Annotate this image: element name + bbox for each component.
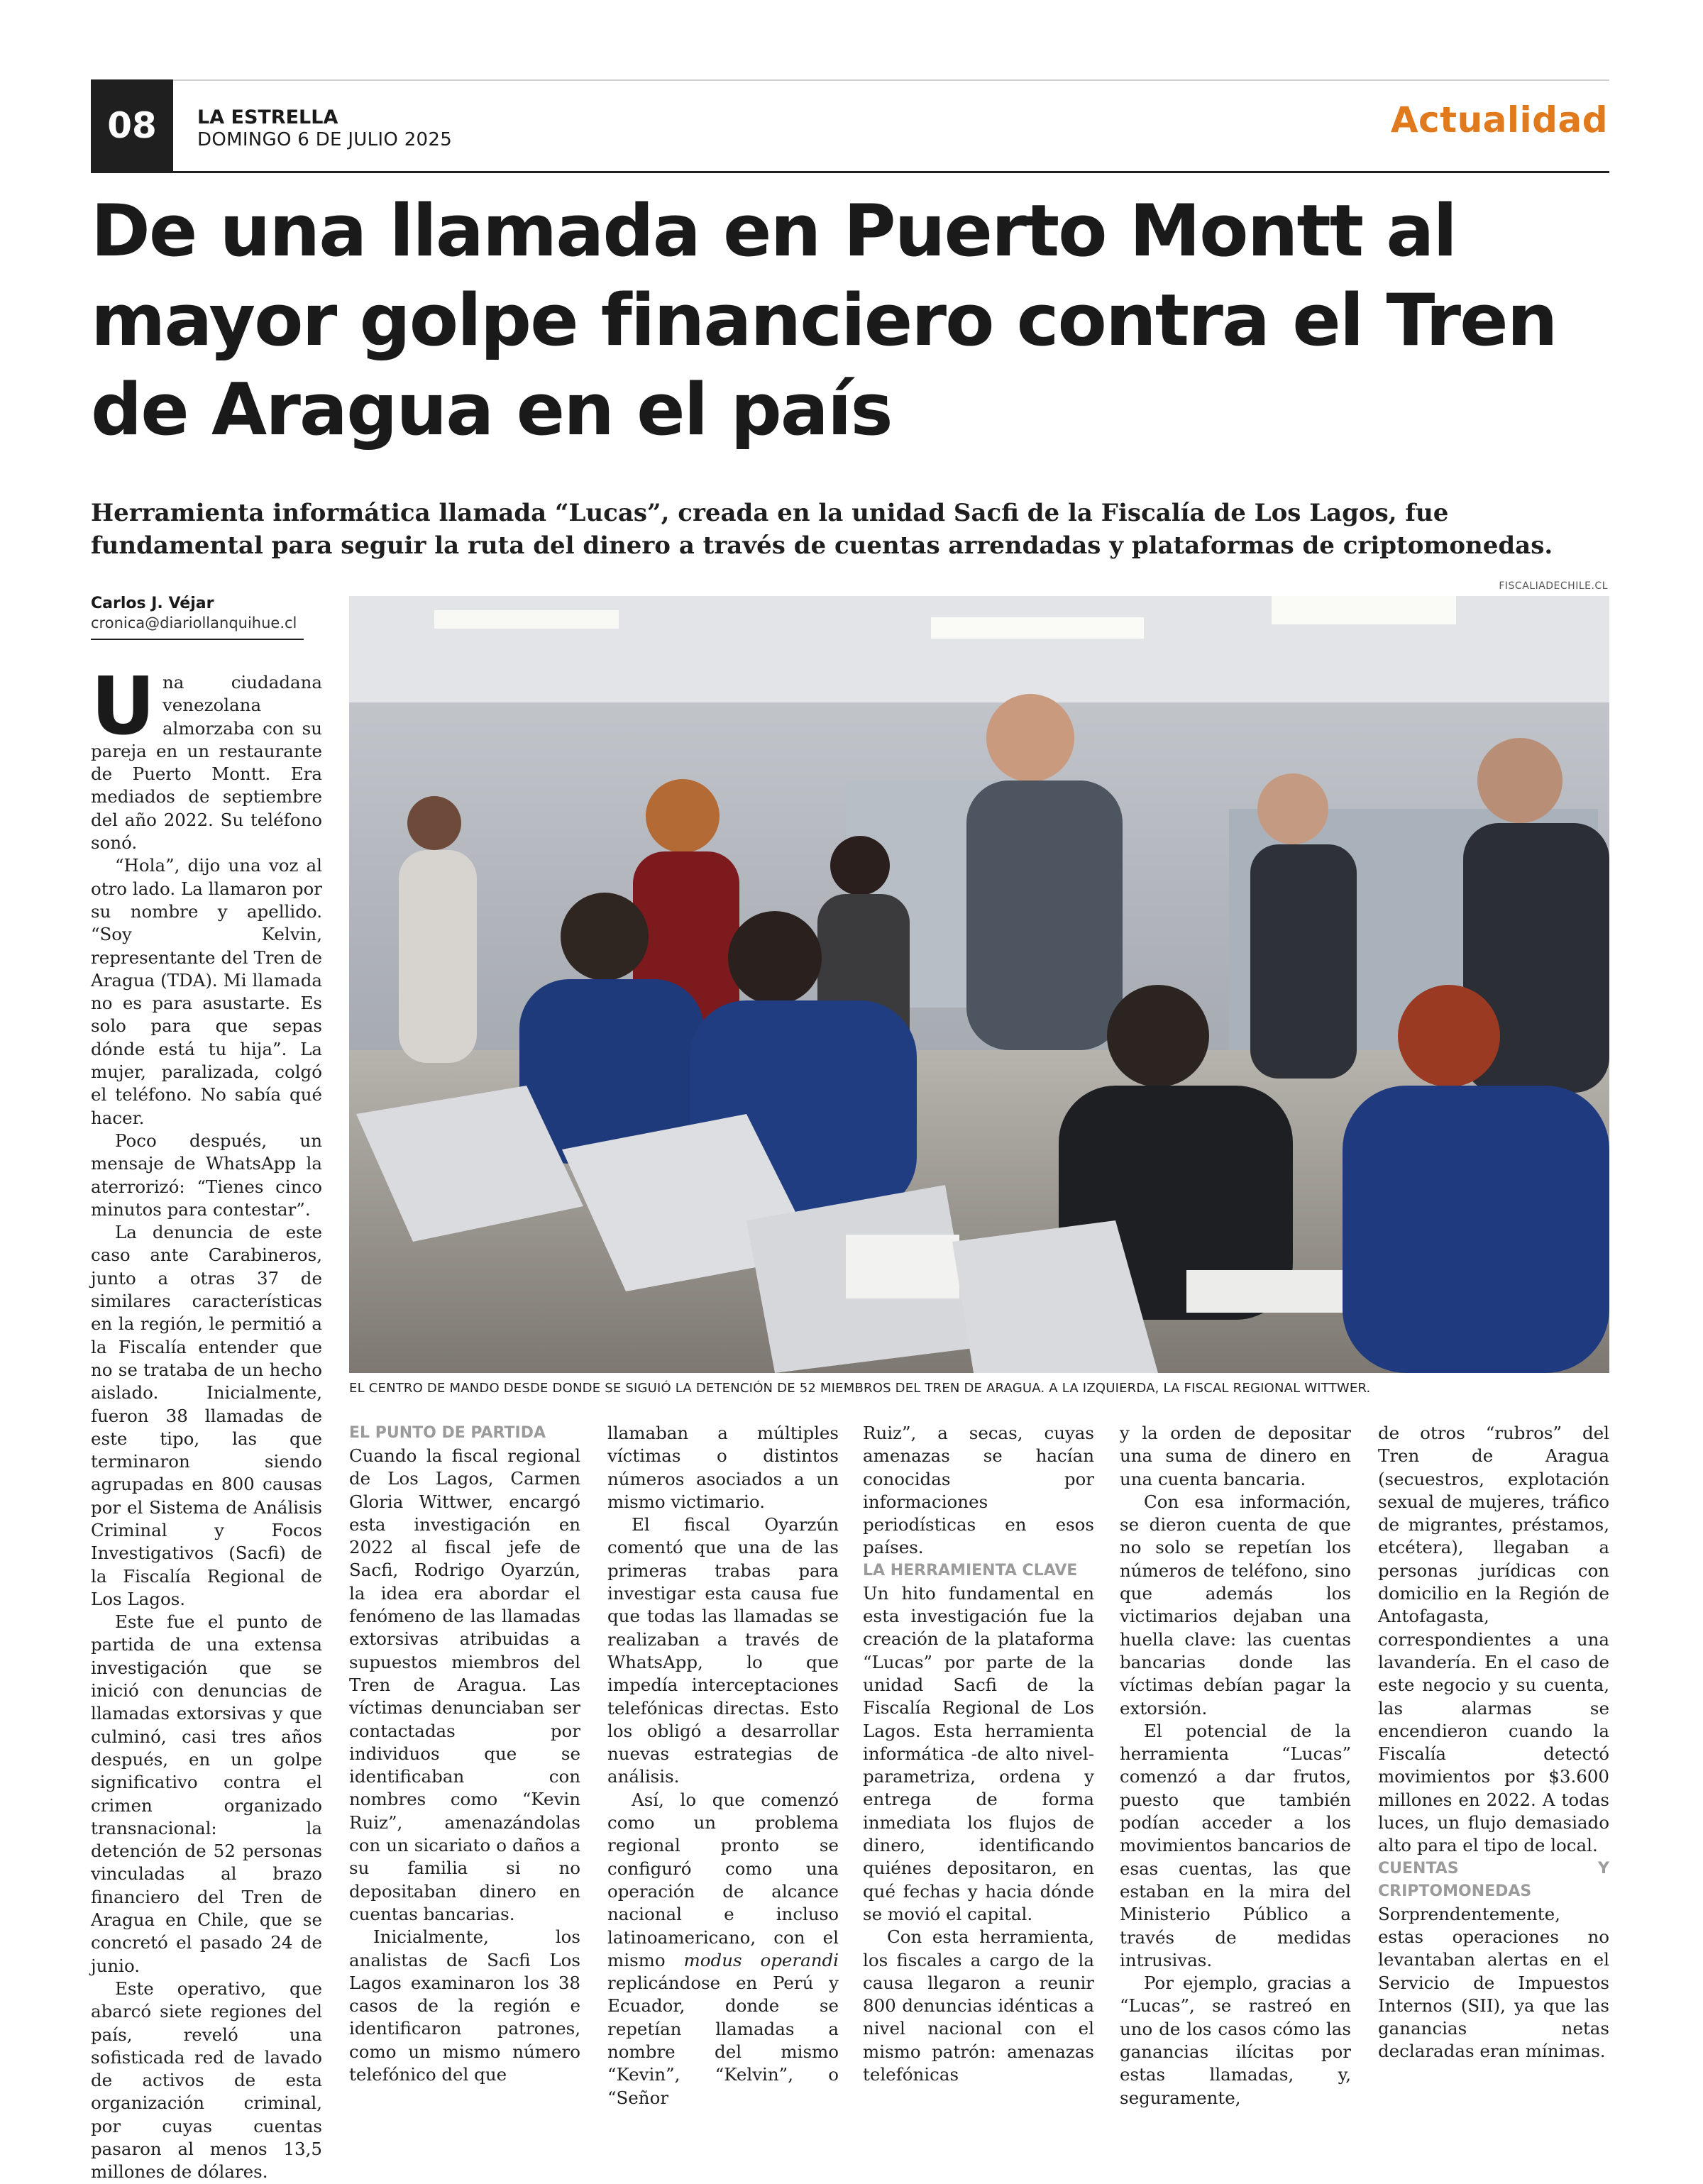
paragraph-text: Así, lo que comenzó como un problema regional pronto se configuró como una operación de alcance nacional e incluso latinoamericano, con el mismo [607,1789,839,1970]
article-column-2 [349,1422,580,2086]
section-label: Actualidad [1390,99,1608,140]
header-rule [91,171,1609,173]
paragraph: La denuncia de este caso ante Carabineros, junto a otras 37 de similares características en la región, le permitió a la Fiscalía entender que no se trataba de un hecho aislado. Inicialmente, fueron 38 llamadas de este tipo, las que terminaron siendo agrupadas en 800 causas por el Sistema de Análisis Criminal y Focos Investigativos (Sacfi) de la Fiscalía Regional de Los Lagos. [91,1222,322,1609]
paragraph: Con esa información, se dieron cuenta de que no solo se repetían los números de teléfono, sino que además los victimarios dejaban una huella clave: las cuentas bancarias donde las víctimas debían pagar la extorsión. [1120,1491,1351,1719]
paragraph: y la orden de depositar una suma de dinero en una cuenta bancaria. [1120,1423,1351,1489]
page-number: 08 [91,79,173,172]
paragraph: llamaban a múltiples víctimas o distintos números asociados a un mismo victimario. [607,1423,839,1512]
paragraph-text: na ciudadana venezolana almorzaba con su pareja en un restaurante de Puerto Montt. Era mediados de septiembre del año 2022. Su teléfono sonó. [91,672,322,854]
paragraph: Cuando la fiscal regional de Los Lagos, Carmen Gloria Wittwer, encargó esta investigación en 2022 al fiscal jefe de Sacfi, Rodrigo Oyarzún, la idea era abordar el fenómeno de las llamadas extorsivas atribuidas a supuestos miembros del Tren de Aragua. Las víctimas denunciaban ser contactadas por individuos que se identificaban con nombres como “Kevin Ruiz”, amenazándolas con un sicariato o daños a su familia si no depositaban dinero en cuentas bancarias. [349,1445,580,1924]
paragraph: Este operativo, que abarcó siete regiones del país, reveló una sofisticada red de lavado de activos de esta organización criminal, por cuyas cuentas pasaron al menos 13,5 millones de dólares. [91,1978,322,2183]
article-column-6 [1378,1422,1609,2063]
subheading: CUENTAS Y CRIPTOMONEDAS [1378,1859,1609,1900]
paragraph: Este fue el punto de partida de una extensa investigación que se inició con denuncias de llamadas extorsivas y que culminó, casi tres años después, en un golpe significativo contra el crimen organizado transnacional: la detención de 52 personas vinculadas al brazo financiero del Tren de Aragua en Chile, que se concretó el pasado 24 de junio. [91,1611,322,1976]
emphasis-text: modus operandi [683,1949,839,1970]
paragraph: Un hito fundamental en esta investigación fue la creación de la plataforma “Lucas” por parte de la unidad Sacfi de la Fiscalía Regional de Los Lagos. Esta herramienta informática -de alto nivel- parametriza, ordena y entrega de forma inmediata los flujos de dinero, identificando quiénes depositaron, en qué fechas y hacia dónde se movió el capital. [863,1582,1094,1924]
paragraph: de otros “rubros” del Tren de Aragua (secuestros, explotación sexual de mujeres, tráfico de migrantes, préstamos, etcétera), llegaban a personas jurídicas con domicilio en la Región de Antofagasta, correspondientes a una lavandería. En el caso de este negocio y su cuenta, las alarmas se encendieron cuando la Fiscalía detectó movimientos por $3.600 millones en 2022. A todas luces, un flujo demasiado alto para el tipo de local. [1378,1423,1609,1856]
headline: De una llamada en Puerto Montt al mayor golpe financiero contra el Tren de Aragua en el país [91,189,1557,451]
paragraph: “Hola”, dijo una voz al otro lado. La llamaron por su nombre y apellido. “Soy Kelvin, representante del Tren de Aragua (TDA). Mi llamada no es para asustarte. Es solo para que sepas dónde está tu hija”. La mujer, paralizada, colgó el teléfono. No sabía qué hacer. [91,855,322,1128]
paragraph: Inicialmente, los analistas de Sacfi Los Lagos examinaron los 38 casos de la región e identificaron patrones, como un mismo número telefónico del que [349,1926,580,2085]
paragraph: Por ejemplo, gracias a “Lucas”, se rastreó en uno de los casos cómo las ganancias ilícitas por estas llamadas, y, seguramente, [1120,1973,1351,2108]
byline-author: Carlos J. Véjar [91,595,214,612]
top-rule [91,79,1609,81]
publication-name: LA ESTRELLA [197,106,338,128]
subheadline: Herramienta informática llamada “Lucas”, creada en la unidad Sacfi de la Fiscalía de Los Lagos, fue fundamental para seguir la ruta del dinero a través de cuentas arrendadas y plataformas de criptomonedas. [91,499,1553,560]
paragraph: El fiscal Oyarzún comentó que una de las primeras trabas para investigar esta causa fue que todas las llamadas se realizaban a través de WhatsApp, lo que impedía interceptaciones telefónicas directas. Esto los obligó a desarrollar nuevas estrategias de análisis. [607,1514,839,1787]
photo-caption: EL CENTRO DE MANDO DESDE DONDE SE SIGUIÓ LA DETENCIÓN DE 52 MIEMBROS DEL TREN DE ARAGUA. A LA IZQUIERDA, LA FISCAL REGIONAL WITTWER. [349,1381,1371,1396]
paragraph: Con esta herramienta, los fiscales a cargo de la causa llegaron a reunir 800 denuncias idénticas a nivel nacional con el mismo patrón: amenazas telefónicas [863,1926,1094,2085]
paragraph: Ruiz”, a secas, cuyas amenazas se hacían conocidas por informaciones periodísticas en esos países. [863,1423,1094,1558]
article-column-1 [91,661,322,2184]
paragraph-text: replicándose en Perú y Ecuador, donde se repetían llamadas a nombre del mismo “Kevin”, “Kelvin”, o “Señor [607,1973,839,2108]
photo-credit: FISCALIADECHILE.CL [1499,580,1608,592]
paragraph: Poco después, un mensaje de WhatsApp la aterrorizó: “Tienes cinco minutos para contestar”. [91,1130,322,1220]
byline-rule [91,639,304,640]
paragraph [91,661,322,854]
article-column-3 [607,1422,839,2109]
byline-email[interactable]: cronica@diariollanquihue.cl [91,614,297,632]
subheading: LA HERRAMIENTA CLAVE [863,1561,1078,1579]
paragraph [607,1789,839,2109]
publication-date: DOMINGO 6 DE JULIO 2025 [197,129,453,150]
drop-cap: U [91,661,155,753]
article-column-5 [1120,1422,1351,2109]
subheading: EL PUNTO DE PARTIDA [349,1424,546,1442]
paragraph: El potencial de la herramienta “Lucas” comenzó a dar frutos, puesto que también podían acceder a los movimientos bancarios de esas cuentas, las que estaban en la mira del Ministerio Público a través de medidas intrusivas. [1120,1720,1351,1970]
article-column-4 [863,1422,1094,2086]
paragraph: Sorprendentemente, estas operaciones no levantaban alertas en el Servicio de Impuestos Internos (SII), ya que las ganancias netas declaradas eran mínimas. [1378,1903,1609,2062]
article-photo [349,596,1609,1373]
